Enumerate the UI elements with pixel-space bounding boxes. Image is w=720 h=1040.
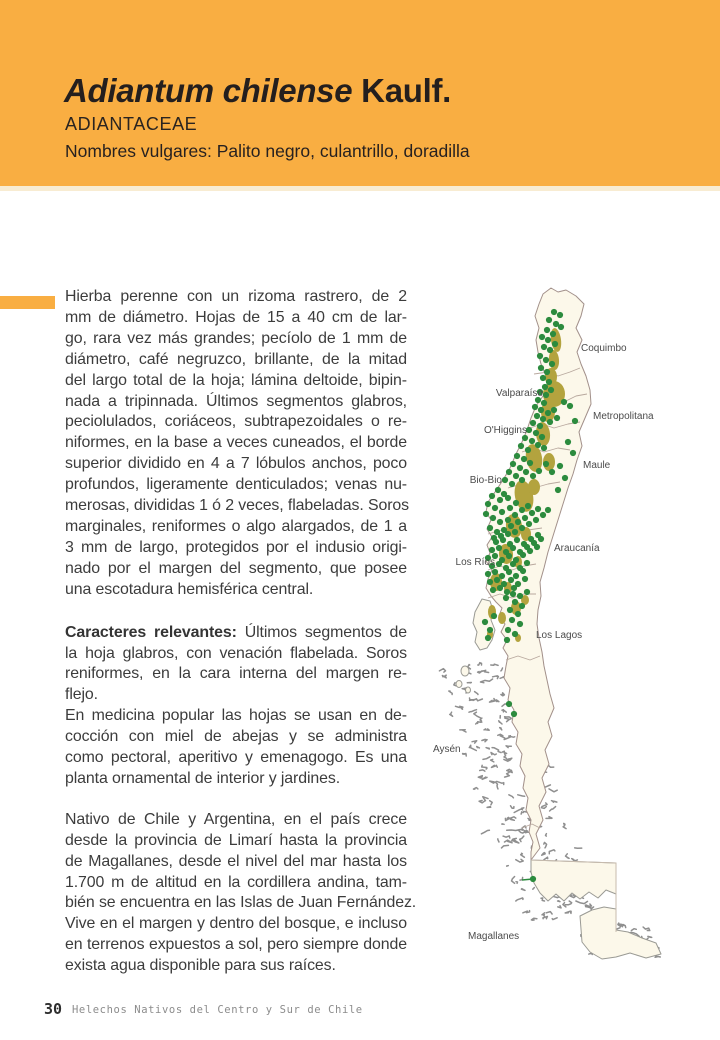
text-line: bién se encuentra en las Islas de Juan Fernández. (65, 894, 417, 912)
distribution-dot (546, 379, 552, 385)
text-line: profundos, ligeramente denticulados; venas nu- (65, 476, 407, 494)
text-line: Nativo de Chile y Argentina, en el país crece (65, 810, 407, 828)
distribution-dot (520, 552, 526, 558)
fjord-stroke (544, 842, 547, 848)
distribution-dot (524, 589, 530, 595)
distribution-dot (570, 450, 576, 456)
distribution-dot (537, 353, 543, 359)
distribution-dot (530, 420, 536, 426)
distribution-dot (519, 477, 525, 483)
fjord-stroke (576, 901, 588, 904)
distribution-dot (549, 469, 555, 475)
fjord-stroke (563, 823, 566, 828)
map-label: Araucanía (554, 543, 600, 554)
fjord-stroke (482, 777, 487, 779)
fjord-stroke (502, 845, 509, 848)
footer-book-title: Helechos Nativos del Centro y Sur de Chile (72, 1004, 363, 1016)
text-line: como pectoral, aperitivo y emenagogo. Es una (65, 749, 407, 767)
fjord-stroke (481, 679, 493, 683)
distribution-dot (533, 517, 539, 523)
page-number: 30 (44, 1000, 63, 1018)
distribution-dot (551, 407, 557, 413)
distribution-dot (562, 475, 568, 481)
fjord-stroke (474, 712, 481, 718)
distribution-dot (512, 599, 518, 605)
fjord-stroke (533, 888, 535, 890)
distribution-dot (500, 537, 506, 543)
fjord-stroke (552, 918, 557, 920)
fjord-stroke (486, 748, 489, 749)
fjord-stroke (566, 854, 570, 859)
fjord-stroke (491, 759, 494, 762)
distribution-dot (489, 493, 495, 499)
fjord-stroke (502, 824, 504, 825)
distribution-dot (557, 312, 563, 318)
distribution-dot (495, 487, 501, 493)
distribution-dot (512, 512, 518, 518)
distribution-dot (532, 404, 538, 410)
text-line: en terrenos expuestos a sol, pero siempre donde (65, 936, 407, 954)
fjord-stroke (450, 712, 453, 716)
distribution-map (430, 282, 720, 972)
distribution-dot (497, 519, 503, 525)
distribution-dot (510, 461, 516, 467)
distribution-dot (538, 365, 544, 371)
distribution-dot (485, 571, 491, 577)
distribution-dot (517, 465, 523, 471)
distribution-dot (567, 403, 573, 409)
distribution-dot (483, 511, 489, 517)
distribution-dot (548, 387, 554, 393)
fjord-stroke (516, 882, 518, 884)
distribution-dot (521, 456, 527, 462)
distribution-dot (545, 507, 551, 513)
fjord-stroke (502, 710, 506, 713)
distribution-dot (509, 481, 515, 487)
fjord-stroke (648, 936, 652, 937)
header-band (0, 0, 720, 191)
fjord-stroke (473, 699, 482, 701)
text-line: Vive en el margen y dentro del bosque, e incluso (65, 915, 407, 933)
map-label: Los Ríos (455, 557, 495, 568)
fjord-stroke (512, 877, 515, 884)
fjord-stroke (483, 757, 490, 760)
distribution-dot (547, 419, 553, 425)
distribution-dot (492, 569, 498, 575)
distribution-dot (506, 701, 512, 707)
distribution-dot (540, 375, 546, 381)
paragraph (65, 287, 407, 601)
distribution-dot (538, 536, 544, 542)
distribution-dot (540, 416, 546, 422)
fjord-stroke (521, 889, 525, 891)
distribution-dot (496, 561, 502, 567)
fjord-stroke (481, 830, 489, 834)
fjord-stroke (631, 929, 636, 931)
distribution-dot (530, 473, 536, 479)
distribution-dot (518, 443, 524, 449)
distribution-dot (510, 561, 516, 567)
fjord-stroke (484, 729, 489, 730)
fjord-stroke (552, 801, 557, 803)
fjord-stroke (482, 765, 487, 769)
fjord-stroke (491, 664, 498, 665)
distribution-dot (561, 399, 567, 405)
distribution-dot (517, 593, 523, 599)
distribution-dot (552, 341, 558, 347)
fjord-stroke (442, 675, 446, 678)
text-line: 3 mm de largo, protegidos por el indusio origi- (65, 538, 407, 556)
distribution-dot (539, 434, 545, 440)
map-label: Aysén (433, 744, 461, 755)
distribution-dot (491, 613, 497, 619)
fjord-stroke (518, 795, 525, 796)
distribution-dot (543, 392, 549, 398)
fjord-stroke (492, 765, 498, 767)
fjord-stroke (549, 850, 555, 854)
paragraph-marker (0, 296, 55, 309)
fjord-stroke (541, 898, 545, 901)
fjord-stroke (474, 788, 478, 790)
fjord-stroke (585, 905, 589, 907)
fjord-stroke (480, 770, 485, 771)
fjord-stroke (505, 773, 510, 778)
fjord-stroke (521, 812, 522, 814)
page-title (64, 72, 451, 110)
distribution-dot (533, 430, 539, 436)
fjord-stroke (572, 859, 578, 861)
fjord-stroke (479, 801, 485, 803)
distribution-dot (536, 468, 542, 474)
distribution-dot (489, 547, 495, 553)
distribution-dot (490, 587, 496, 593)
paragraph (65, 810, 417, 977)
fjord-stroke (478, 776, 482, 778)
fjord-stroke (565, 911, 571, 913)
fjord-stroke (546, 912, 552, 914)
fjord-stroke (543, 917, 548, 919)
distribution-dot (544, 327, 550, 333)
distribution-dot (512, 529, 518, 535)
fjord-stroke (499, 721, 502, 724)
distribution-dot (525, 503, 531, 509)
distribution-dot (511, 585, 517, 591)
fjord-stroke (643, 927, 650, 931)
distribution-dot (534, 413, 540, 419)
fjord-stroke (460, 730, 466, 732)
distribution-dot (522, 515, 528, 521)
fjord-stroke (477, 747, 480, 748)
distribution-dot (505, 495, 511, 501)
chile-map (430, 282, 720, 972)
distribution-dot (513, 500, 519, 506)
distribution-dot (505, 517, 511, 523)
distribution-dot (550, 331, 556, 337)
distribution-dot (572, 418, 578, 424)
distribution-dot (551, 309, 557, 315)
distribution-dot (504, 589, 510, 595)
species-name: Adiantum chilense (64, 72, 353, 109)
distribution-dot (514, 537, 520, 543)
fjord-stroke (469, 745, 476, 750)
distribution-dot (506, 469, 512, 475)
distribution-dot (537, 423, 543, 429)
distribution-dot (529, 510, 535, 516)
distribution-dot (510, 545, 516, 551)
distribution-dot (519, 525, 525, 531)
tierra-del-fuego-outline (580, 907, 661, 959)
distribution-dot (535, 442, 541, 448)
text-line: En medicina popular las hojas se usan en de- (65, 707, 407, 725)
text-line: peciolulados, coriáceos, subtrapezoidales o re- (65, 413, 407, 431)
fjord-stroke (469, 710, 477, 713)
text-line: exista agua disponible para sus raíces. (65, 957, 336, 975)
fjord-stroke (463, 754, 467, 757)
distribution-dot (524, 560, 530, 566)
distribution-dot (505, 627, 511, 633)
distribution-dot (538, 407, 544, 413)
small-island (466, 687, 471, 693)
text-line: Hierba perenne con un rizoma rastrero, de 2 (65, 288, 407, 305)
distribution-dot (520, 568, 526, 574)
fjord-stroke (501, 693, 505, 696)
map-label: Metropolitana (593, 411, 654, 422)
text-line: go, rara vez más grandes; pecíolo de 1 mm de (65, 329, 407, 347)
distribution-dot (544, 369, 550, 375)
family-name: ADIANTACEAE (65, 114, 198, 134)
fjord-stroke (491, 753, 496, 755)
text-line: merosas, divididas 1 ó 2 veces, flabeladas. Soros (65, 497, 409, 515)
fjord-stroke (504, 754, 507, 760)
fjord-stroke (472, 741, 477, 743)
fjord-stroke (439, 669, 445, 673)
text-line: Caracteres relevantes: Últimos segmentos de (65, 623, 407, 641)
distribution-dot (509, 617, 515, 623)
distribution-dot (555, 487, 561, 493)
fjord-stroke (487, 807, 491, 808)
text-line: una escotadura hemisférica central. (65, 580, 314, 598)
fjord-stroke (546, 817, 552, 819)
distribution-dot (512, 631, 518, 637)
distribution-dot (523, 469, 529, 475)
text-line: del largo total de la hoja; lámina deltoide, bipin- (65, 371, 407, 389)
distribution-dot (546, 317, 552, 323)
distribution-dot (508, 577, 514, 583)
distribution-dot (541, 344, 547, 350)
distribution-dot (506, 553, 512, 559)
fjord-stroke (558, 906, 561, 908)
distribution-dot (487, 627, 493, 633)
distribution-dot (527, 548, 533, 554)
fjord-stroke (509, 795, 514, 798)
distribution-dot (505, 531, 511, 537)
fjord-stroke (565, 901, 572, 905)
distribution-dot (507, 505, 513, 511)
fjord-stroke (500, 728, 502, 730)
map-label: Bio-Bio (469, 475, 502, 486)
distribution-dot (496, 545, 502, 551)
distribution-dot (494, 577, 500, 583)
distribution-dot (541, 400, 547, 406)
fjord-stroke (516, 859, 523, 862)
distribution-dot (535, 506, 541, 512)
distribution-dot (519, 603, 525, 609)
fjord-stroke (475, 692, 478, 695)
distribution-dot (519, 507, 525, 513)
distribution-dot (499, 509, 505, 515)
distribution-dot (493, 539, 499, 545)
text-line: diámetro, café negruzco, brillante, de la mitad (65, 350, 407, 368)
text-line: flejo. (65, 686, 98, 704)
distribution-dot (504, 637, 510, 643)
distribution-dot (506, 569, 512, 575)
text-line: marginales, reniformes o algo alargados, de 1 a (65, 517, 407, 535)
map-label: Los Lagos (536, 630, 583, 641)
distribution-dot (497, 497, 503, 503)
distribution-dot (507, 607, 513, 613)
distribution-dot (508, 523, 514, 529)
small-island (456, 681, 462, 688)
distribution-dot (534, 544, 540, 550)
distribution-dot (543, 357, 549, 363)
distribution-dot (565, 439, 571, 445)
distribution-dot (492, 505, 498, 511)
small-island (461, 666, 469, 676)
text-line: de Magallanes, desde el nivel del mar hasta los (65, 852, 407, 870)
distribution-dot (545, 410, 551, 416)
map-label: Magallanes (468, 931, 520, 942)
distribution-dot (511, 711, 517, 717)
distribution-dot (543, 461, 549, 467)
distribution-dot (503, 595, 509, 601)
distribution-dot (487, 579, 493, 585)
fjord-stroke (531, 918, 537, 920)
fjord-stroke (476, 722, 481, 724)
map-label: O'Higgins (483, 425, 527, 436)
text-line: nado por el margen del segmento, que posee (65, 559, 407, 577)
distribution-dot (517, 621, 523, 627)
species-author: Kaulf. (352, 72, 452, 109)
distribution-dot (497, 585, 503, 591)
fjord-stroke (449, 691, 452, 695)
fjord-stroke (492, 748, 501, 753)
fjord-stroke (498, 839, 499, 842)
distribution-dot (482, 619, 488, 625)
fjord-stroke (542, 913, 545, 917)
fjord-stroke (494, 781, 504, 784)
fjord-stroke (503, 836, 510, 838)
text-line: superior dividido en 4 a 7 lóbulos anchos, poco (65, 455, 407, 473)
distribution-dot (499, 573, 505, 579)
distribution-dot (529, 438, 535, 444)
distribution-dot (525, 447, 531, 453)
distribution-dot (557, 463, 563, 469)
distribution-dot (539, 334, 545, 340)
text-line: planta ornamental de interior y jardines. (65, 769, 341, 787)
fjord-stroke (520, 836, 524, 842)
fjord-stroke (493, 676, 499, 679)
distribution-dot (514, 453, 520, 459)
description-text (65, 287, 417, 977)
distribution-dot (513, 573, 519, 579)
text-line: nada a tripinnada. Últimos segmentos glabros, (65, 392, 407, 410)
distribution-dot (545, 337, 551, 343)
text-line: desde la provincia de Limarí hasta la provincia (65, 831, 407, 849)
text-line: la hoja glabros, con venación flabelada. Soros (65, 644, 407, 662)
distribution-dot (522, 576, 528, 582)
text-line: niformes, en la base a veces cuneados, el borde (65, 434, 407, 452)
fjord-stroke (507, 830, 524, 831)
fjord-stroke (546, 834, 547, 836)
fjord-stroke (496, 783, 498, 789)
fjord-stroke (501, 668, 503, 671)
distribution-dot (526, 521, 532, 527)
distribution-dot (485, 501, 491, 507)
map-label: Coquimbo (581, 343, 627, 354)
text-line: cocción con miel de abejas y se administra (65, 728, 407, 746)
fjord-stroke (523, 911, 530, 913)
distribution-dot (554, 415, 560, 421)
distribution-dot (540, 512, 546, 518)
map-label: Maule (583, 460, 611, 471)
distribution-dot (485, 635, 491, 641)
fjord-stroke (506, 746, 511, 748)
distribution-dot (487, 525, 493, 531)
vegetation-patch (498, 612, 506, 624)
distribution-dot (541, 445, 547, 451)
distribution-dot (490, 515, 496, 521)
fjord-stroke (549, 789, 557, 792)
fjord-stroke (482, 740, 487, 742)
fjord-stroke (490, 801, 493, 805)
fjord-stroke (521, 853, 525, 857)
distribution-dot (558, 324, 564, 330)
fjord-stroke (478, 663, 482, 665)
fjord-stroke (490, 781, 494, 783)
text-line: reniformes, en la cara interna del margen re- (65, 665, 407, 683)
paragraph (65, 623, 407, 707)
distribution-dot (515, 519, 521, 525)
map-label: Valparaíso (495, 388, 543, 399)
fjord-stroke (490, 699, 495, 703)
fjord-stroke (558, 901, 560, 902)
fjord-stroke (544, 857, 548, 860)
fjord-stroke (505, 718, 511, 722)
text-line: 1.700 m de altitud en la cordillera andina, tam- (65, 873, 407, 891)
common-names: Nombres vulgares: Palito negro, culantrillo, doradilla (65, 141, 470, 161)
text-line: mm de diámetro. Hojas de 15 a 40 cm de lar- (65, 308, 407, 326)
fjord-stroke (516, 898, 523, 901)
paragraph (65, 706, 407, 790)
dot-leader-line (522, 879, 533, 880)
distribution-dot (515, 611, 521, 617)
distribution-dot (502, 477, 508, 483)
fjord-stroke (481, 670, 489, 672)
fjord-stroke (507, 866, 509, 867)
distribution-dot (510, 591, 516, 597)
vegetation-patch (528, 479, 540, 495)
distribution-dot (527, 460, 533, 466)
distribution-dot (547, 347, 553, 353)
distribution-dot (513, 473, 519, 479)
distribution-dot (549, 361, 555, 367)
fjord-stroke (511, 806, 514, 809)
fjord-stroke (550, 807, 556, 811)
fjord-stroke (542, 853, 546, 856)
fjord-stroke (500, 677, 504, 679)
